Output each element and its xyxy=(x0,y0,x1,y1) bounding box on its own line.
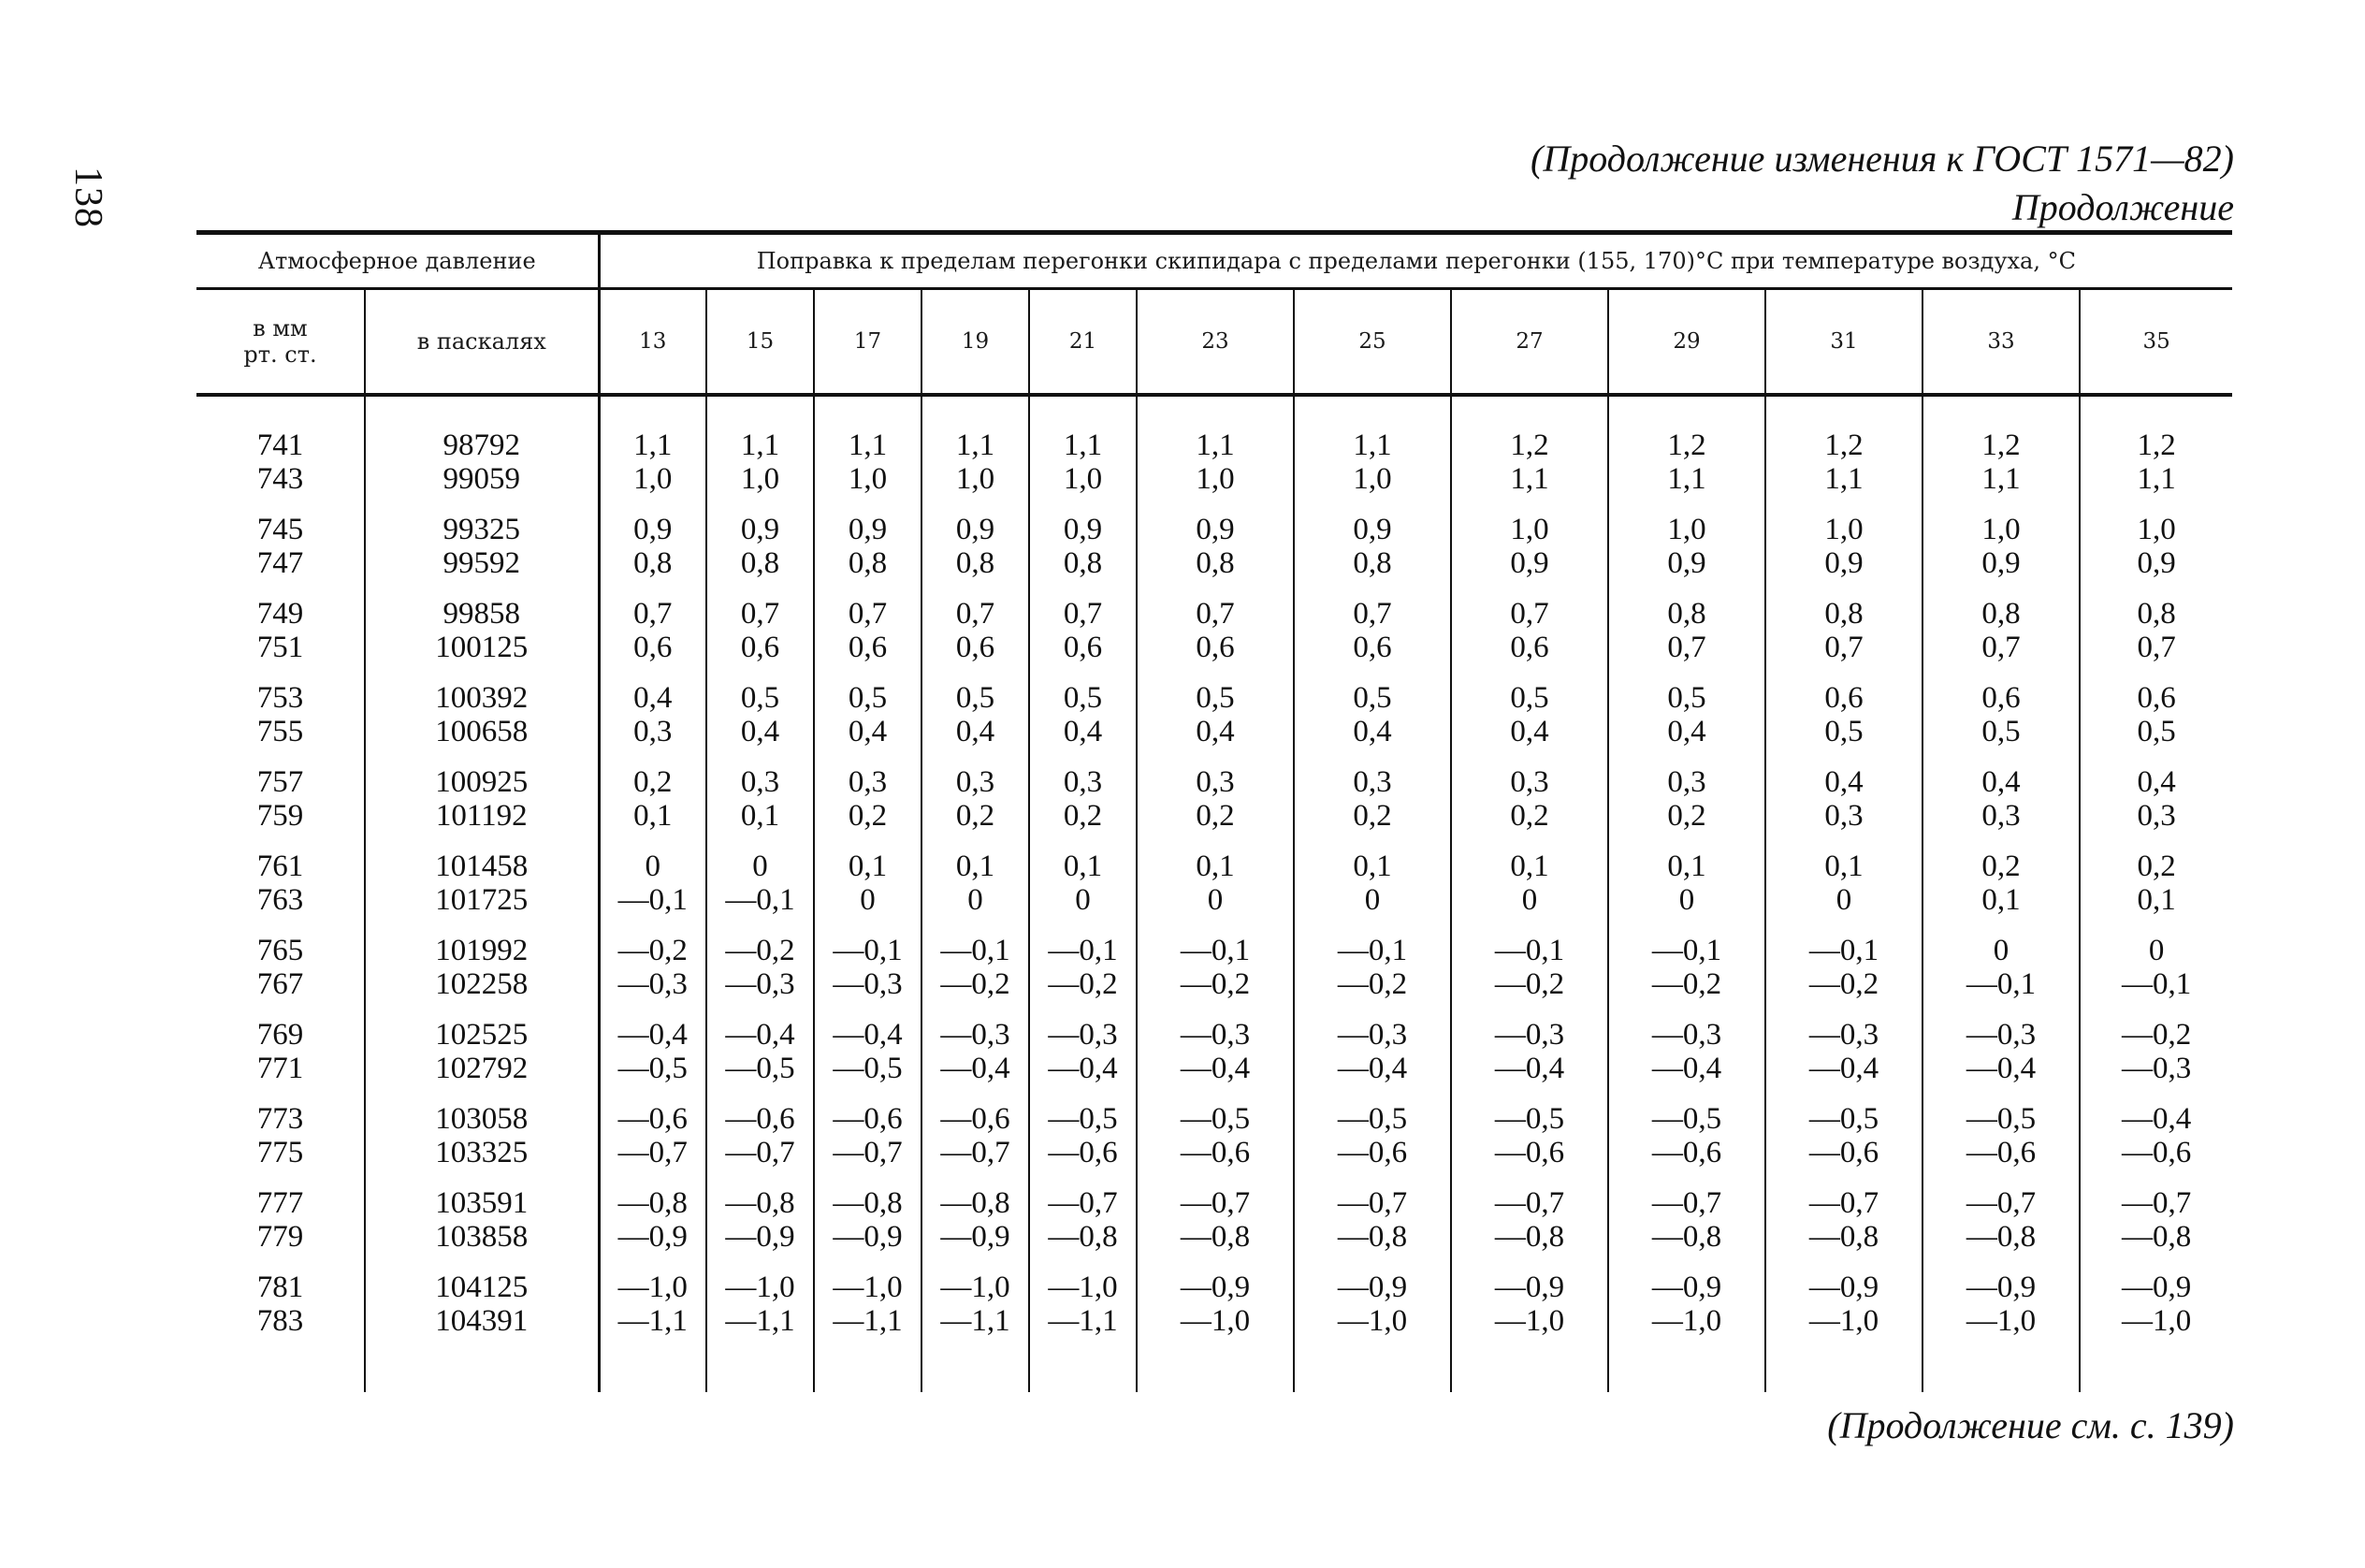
correction-value-cell: —0,3 —0,4 xyxy=(1451,1018,1608,1102)
spacer-cell xyxy=(1029,1355,1137,1392)
correction-value-cell: —0,3 —0,4 xyxy=(1608,1018,1765,1102)
correction-value-cell: 0,3 0,2 xyxy=(814,765,921,849)
correction-value-cell: —0,2 —0,3 xyxy=(599,934,706,1018)
correction-value-cell: 0,8 0,7 xyxy=(1608,597,1765,681)
correction-value-cell: 0,7 0,6 xyxy=(921,597,1029,681)
correction-value-cell: —0,1 —0,2 xyxy=(1029,934,1137,1018)
column-header-pascal: в паскалях xyxy=(365,289,599,396)
correction-value-cell: 1,1 1,0 xyxy=(1294,428,1451,513)
correction-value-cell: 0,3 0,2 xyxy=(1137,765,1294,849)
correction-value-cell: 1,2 1,1 xyxy=(1451,428,1608,513)
table-row xyxy=(196,597,2232,681)
pressure-pascal-cell: 100925 101192 xyxy=(365,765,599,849)
temperature-header: 21 xyxy=(1029,289,1137,396)
correction-value-cell: 1,0 0,9 xyxy=(1922,513,2080,597)
correction-value-cell: 0,1 0 xyxy=(921,849,1029,934)
temperature-header: 13 xyxy=(599,289,706,396)
correction-value-cell: —0,7 —0,8 xyxy=(1029,1186,1137,1270)
correction-value-cell: —1,0 —1,1 xyxy=(1029,1270,1137,1355)
correction-value-cell: 0,2 0,1 xyxy=(599,765,706,849)
correction-value-cell: —0,1 —0,3 xyxy=(814,934,921,1018)
correction-value-cell: 0,3 0,2 xyxy=(1294,765,1451,849)
pressure-pascal-cell: 104125 104391 xyxy=(365,1270,599,1355)
spacer-cell xyxy=(599,1355,706,1392)
pressure-mm-cell: 773 775 xyxy=(256,1102,304,1169)
correction-value-cell: —0,3 —0,4 xyxy=(1765,1018,1922,1102)
correction-value-cell: 0,7 0,6 xyxy=(1137,597,1294,681)
correction-value-cell: 0 —0,1 xyxy=(706,849,814,934)
correction-value-cell: 0,9 0,8 xyxy=(814,513,921,597)
spacer-cell xyxy=(365,1355,599,1392)
correction-value-cell: 0,4 0,3 xyxy=(1922,765,2080,849)
correction-value-cell: 0,1 0 xyxy=(814,849,921,934)
correction-value-cell: 0,5 0,4 xyxy=(706,681,814,765)
correction-value-cell: 1,1 1,0 xyxy=(1029,428,1137,513)
correction-value-cell: 0,6 0,5 xyxy=(1765,681,1922,765)
correction-value-cell: —0,8 —0,9 xyxy=(921,1186,1029,1270)
correction-value-cell: 1,0 0,9 xyxy=(1765,513,1922,597)
correction-value-cell: —0,9 —1,0 xyxy=(1137,1270,1294,1355)
spacer-cell xyxy=(2080,1355,2232,1392)
pressure-mm-cell: 765 767 xyxy=(256,934,304,1001)
correction-value-cell: 0,9 0,8 xyxy=(599,513,706,597)
table-row xyxy=(196,849,2232,934)
correction-value-cell: —0,9 —1,0 xyxy=(2080,1270,2232,1355)
correction-value-cell: —0,8 —0,9 xyxy=(599,1186,706,1270)
correction-value-cell: 1,1 1,0 xyxy=(599,428,706,513)
correction-value-cell: 1,0 0,9 xyxy=(1451,513,1608,597)
pressure-pascal-cell: 98792 99059 xyxy=(365,428,599,513)
correction-value-cell: 1,2 1,1 xyxy=(2080,428,2232,513)
pressure-mm-cell: 753 755 xyxy=(256,681,304,748)
correction-value-cell: —0,5 —0,6 xyxy=(1922,1102,2080,1186)
correction-value-cell: 0,8 0,7 xyxy=(2080,597,2232,681)
continuation-note: (Продолжение см. с. 139) xyxy=(1827,1404,2234,1446)
correction-value-cell: 0,9 0,8 xyxy=(1029,513,1137,597)
correction-value-cell: 0,4 0,3 xyxy=(1765,765,1922,849)
pressure-mm-cell: 757 759 xyxy=(256,765,304,833)
correction-value-cell: —0,9 —1,0 xyxy=(1765,1270,1922,1355)
spacer-cell xyxy=(1451,1355,1608,1392)
correction-value-cell: —0,1 —0,2 xyxy=(1137,934,1294,1018)
correction-value-cell: 0,1 0 xyxy=(1451,849,1608,934)
correction-value-cell: 0,6 0,5 xyxy=(2080,681,2232,765)
correction-value-cell: 0,9 0,8 xyxy=(1294,513,1451,597)
correction-value-cell: 0,3 0,2 xyxy=(1029,765,1137,849)
correction-value-cell: 0,7 0,6 xyxy=(1029,597,1137,681)
correction-value-cell: 1,2 1,1 xyxy=(1922,428,2080,513)
correction-value-cell: —0,7 —0,8 xyxy=(1608,1186,1765,1270)
correction-value-cell: 0 —0,1 xyxy=(1922,934,2080,1018)
temperature-header: 19 xyxy=(921,289,1029,396)
correction-value-cell: 0,7 0,6 xyxy=(706,597,814,681)
correction-value-cell: —0,3 —0,4 xyxy=(1922,1018,2080,1102)
correction-value-cell: —1,0 —1,1 xyxy=(921,1270,1029,1355)
correction-value-cell: —0,8 —0,9 xyxy=(706,1186,814,1270)
correction-value-cell: 0,1 0 xyxy=(1029,849,1137,934)
correction-value-cell: 0,7 0,6 xyxy=(1451,597,1608,681)
pressure-mm-cell: 745 747 xyxy=(256,513,304,580)
correction-value-cell: —0,2 —0,3 xyxy=(2080,1018,2232,1102)
correction-value-cell: 0,6 0,5 xyxy=(1922,681,2080,765)
temperature-header: 25 xyxy=(1294,289,1451,396)
pressure-pascal-cell: 99325 99592 xyxy=(365,513,599,597)
correction-value-cell: 0,9 0,8 xyxy=(1137,513,1294,597)
correction-value-cell: 0,9 0,8 xyxy=(921,513,1029,597)
correction-value-cell: 1,1 1,0 xyxy=(1137,428,1294,513)
correction-value-cell: 0,5 0,4 xyxy=(1294,681,1451,765)
spacer-cell xyxy=(814,1355,921,1392)
spacer-row xyxy=(196,395,2232,428)
temperature-header: 35 xyxy=(2080,289,2232,396)
correction-value-cell: 0,1 0 xyxy=(1294,849,1451,934)
correction-value-cell: 0,1 0 xyxy=(1137,849,1294,934)
table-body xyxy=(196,395,2232,1392)
correction-value-cell: —0,4 —0,5 xyxy=(706,1018,814,1102)
pressure-mm-cell: 741 743 xyxy=(256,428,304,496)
pressure-pascal-cell: 101458 101725 xyxy=(365,849,599,934)
correction-value-cell: 0,3 0,2 xyxy=(1451,765,1608,849)
correction-value-cell: —0,9 —1,0 xyxy=(1294,1270,1451,1355)
correction-value-cell: —0,4 —0,6 xyxy=(2080,1102,2232,1186)
pressure-pascal-cell: 103591 103858 xyxy=(365,1186,599,1270)
temperature-header: 17 xyxy=(814,289,921,396)
table-row xyxy=(196,681,2232,765)
correction-value-cell: 1,1 1,0 xyxy=(814,428,921,513)
pressure-mm-cell: 761 763 xyxy=(256,849,304,917)
correction-value-cell: —0,1 —0,2 xyxy=(921,934,1029,1018)
pressure-mm-cell: 781 783 xyxy=(256,1270,304,1338)
correction-value-cell: —1,0 —1,1 xyxy=(599,1270,706,1355)
pressure-pascal-cell: 100392 100658 xyxy=(365,681,599,765)
correction-value-cell: —0,7 —0,8 xyxy=(1137,1186,1294,1270)
correction-value-cell: 0 —0,1 xyxy=(2080,934,2232,1018)
correction-value-cell: 0,3 0,2 xyxy=(921,765,1029,849)
spacer-cell xyxy=(921,1355,1029,1392)
correction-value-cell: 1,2 1,1 xyxy=(1765,428,1922,513)
correction-value-cell: —0,1 —0,2 xyxy=(1451,934,1608,1018)
correction-value-cell: 0,8 0,7 xyxy=(1922,597,2080,681)
group-header-row xyxy=(196,233,2232,289)
table-row xyxy=(196,1018,2232,1102)
correction-value-cell: —0,9 —1,0 xyxy=(1922,1270,2080,1355)
correction-value-cell: 0,2 0,1 xyxy=(2080,849,2232,934)
correction-value-cell: —0,7 —0,8 xyxy=(1922,1186,2080,1270)
table-row xyxy=(196,428,2232,513)
correction-value-cell: —0,5 —0,6 xyxy=(1294,1102,1451,1186)
correction-value-cell: —0,3 —0,4 xyxy=(921,1018,1029,1102)
correction-value-cell: —0,7 —0,8 xyxy=(1294,1186,1451,1270)
correction-value-cell: 1,0 0,9 xyxy=(2080,513,2232,597)
spacer-cell xyxy=(706,1355,814,1392)
correction-value-cell: —1,0 —1,1 xyxy=(814,1270,921,1355)
correction-value-cell: 0,4 0,3 xyxy=(2080,765,2232,849)
document-header-title: (Продолжение изменения к ГОСТ 1571—82) xyxy=(1531,138,2234,180)
correction-value-cell: 0,5 0,4 xyxy=(1451,681,1608,765)
correction-value-cell: —0,3 —0,4 xyxy=(1294,1018,1451,1102)
correction-value-cell: —0,7 —0,8 xyxy=(1451,1186,1608,1270)
correction-table xyxy=(196,230,2232,1392)
column-header-row xyxy=(196,289,2232,396)
correction-value-cell: —0,9 —1,0 xyxy=(1608,1270,1765,1355)
correction-value-cell: 0,1 0 xyxy=(1608,849,1765,934)
correction-value-cell: 1,1 1,0 xyxy=(921,428,1029,513)
correction-value-cell: —0,5 —0,6 xyxy=(1608,1102,1765,1186)
table-row xyxy=(196,1102,2232,1186)
spacer-row xyxy=(196,1355,2232,1392)
correction-value-cell: —0,5 —0,6 xyxy=(1451,1102,1608,1186)
page-number: 138 xyxy=(66,167,109,228)
temperature-header: 15 xyxy=(706,289,814,396)
correction-value-cell: —0,1 —0,2 xyxy=(1608,934,1765,1018)
table-row xyxy=(196,765,2232,849)
correction-value-cell: 0,5 0,4 xyxy=(921,681,1029,765)
temperature-header: 23 xyxy=(1137,289,1294,396)
correction-value-cell: —0,2 —0,3 xyxy=(706,934,814,1018)
correction-value-cell: —0,1 —0,2 xyxy=(1765,934,1922,1018)
correction-value-cell: —0,6 —0,7 xyxy=(814,1102,921,1186)
correction-value-cell: —0,5 —0,6 xyxy=(1137,1102,1294,1186)
pressure-mm-cell: 749 751 xyxy=(256,597,304,664)
pressure-pascal-cell: 103058 103325 xyxy=(365,1102,599,1186)
correction-value-cell: 0,5 0,4 xyxy=(1137,681,1294,765)
column-header-mm: в мм рт. ст. xyxy=(196,289,365,396)
correction-value-cell: 0,4 0,3 xyxy=(599,681,706,765)
pressure-mm-cell: 769 771 xyxy=(256,1018,304,1085)
correction-value-cell: —0,5 —0,6 xyxy=(1765,1102,1922,1186)
document-header-subtitle: Продолжение xyxy=(2011,186,2234,228)
correction-value-cell: 1,1 1,0 xyxy=(706,428,814,513)
spacer-cell xyxy=(196,1355,365,1392)
temperature-header: 31 xyxy=(1765,289,1922,396)
group-header-pressure: Атмосферное давление xyxy=(196,233,599,289)
spacer-cell xyxy=(1294,1355,1451,1392)
correction-value-cell: 0,7 0,6 xyxy=(1294,597,1451,681)
correction-value-cell: 1,0 0,9 xyxy=(1608,513,1765,597)
correction-value-cell: —1,0 —1,1 xyxy=(706,1270,814,1355)
correction-value-cell: 0 —0,1 xyxy=(599,849,706,934)
correction-value-cell: —0,6 —0,7 xyxy=(706,1102,814,1186)
correction-value-cell: —0,5 —0,6 xyxy=(1029,1102,1137,1186)
correction-value-cell: 0,5 0,4 xyxy=(1029,681,1137,765)
correction-value-cell: 0,1 0 xyxy=(1765,849,1922,934)
table-row xyxy=(196,1270,2232,1355)
correction-value-cell: 0,9 0,8 xyxy=(706,513,814,597)
correction-value-cell: 0,5 0,4 xyxy=(814,681,921,765)
correction-value-cell: —0,8 —0,9 xyxy=(814,1186,921,1270)
correction-value-cell: 0,5 0,4 xyxy=(1608,681,1765,765)
table-row xyxy=(196,934,2232,1018)
correction-value-cell: 0,8 0,7 xyxy=(1765,597,1922,681)
spacer-cell xyxy=(1922,1355,2080,1392)
correction-value-cell: —0,1 —0,2 xyxy=(1294,934,1451,1018)
correction-value-cell: —0,7 —0,8 xyxy=(2080,1186,2232,1270)
table-row xyxy=(196,1186,2232,1270)
correction-value-cell: —0,6 —0,7 xyxy=(599,1102,706,1186)
correction-value-cell: 0,3 0,2 xyxy=(1608,765,1765,849)
correction-value-cell: —0,6 —0,7 xyxy=(921,1102,1029,1186)
temperature-header: 29 xyxy=(1608,289,1765,396)
group-header-correction: Поправка к пределам перегонки скипидара с пределами перегонки (155, 170)°С при температуре воздуха, °С xyxy=(599,233,2232,289)
correction-value-cell: 0,7 0,6 xyxy=(599,597,706,681)
spacer-cell xyxy=(1608,1355,1765,1392)
pressure-pascal-cell: 99858 100125 xyxy=(365,597,599,681)
table-row xyxy=(196,513,2232,597)
correction-value-cell: —0,3 —0,4 xyxy=(1137,1018,1294,1102)
correction-value-cell: —0,9 —1,0 xyxy=(1451,1270,1608,1355)
temperature-header: 27 xyxy=(1451,289,1608,396)
pressure-mm-cell: 777 779 xyxy=(256,1186,304,1254)
correction-value-cell: 0,7 0,6 xyxy=(814,597,921,681)
spacer-cell xyxy=(1765,1355,1922,1392)
temperature-header: 33 xyxy=(1922,289,2080,396)
correction-value-cell: 0,2 0,1 xyxy=(1922,849,2080,934)
correction-value-cell: —0,3 —0,4 xyxy=(1029,1018,1137,1102)
correction-value-cell: —0,4 —0,5 xyxy=(599,1018,706,1102)
pressure-pascal-cell: 101992 102258 xyxy=(365,934,599,1018)
spacer-cell xyxy=(1137,1355,1294,1392)
correction-value-cell: 0,3 0,1 xyxy=(706,765,814,849)
correction-table-container xyxy=(196,230,2232,1392)
correction-value-cell: —0,7 —0,8 xyxy=(1765,1186,1922,1270)
correction-value-cell: 1,2 1,1 xyxy=(1608,428,1765,513)
pressure-pascal-cell: 102525 102792 xyxy=(365,1018,599,1102)
correction-value-cell: —0,4 —0,5 xyxy=(814,1018,921,1102)
